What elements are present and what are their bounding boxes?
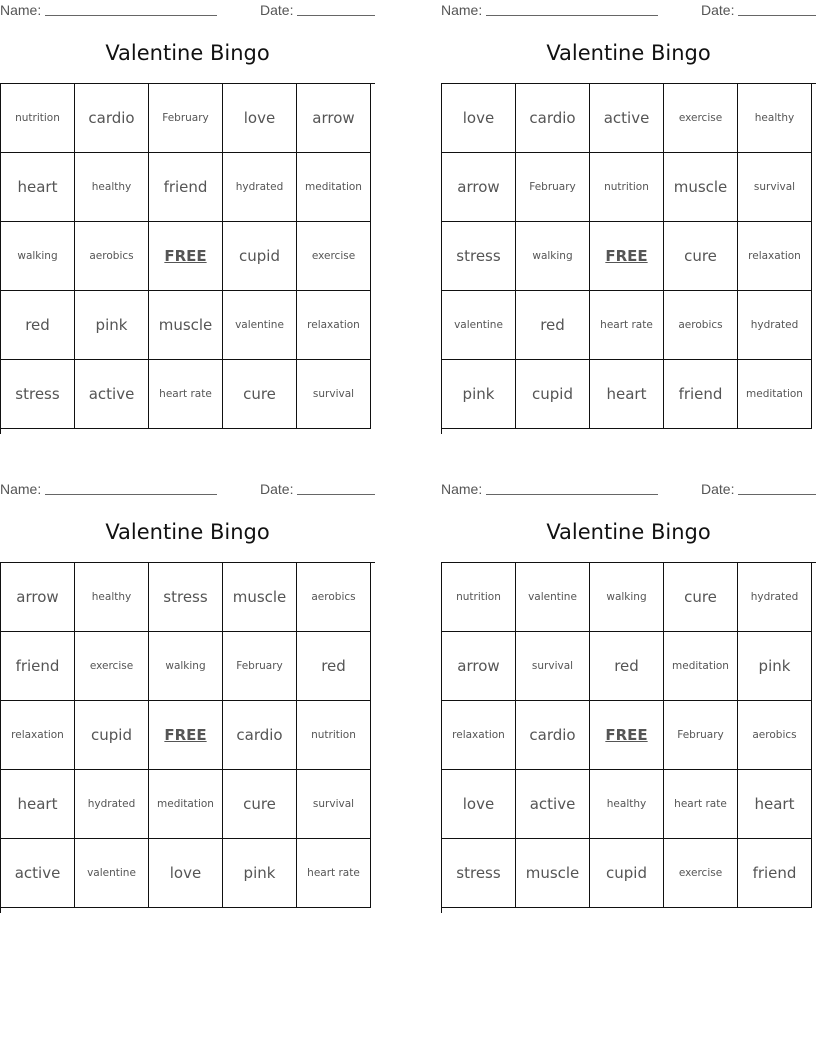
bingo-cell[interactable]: aerobics [75, 222, 149, 291]
bingo-card-2 [441, 0, 816, 440]
bingo-cell[interactable]: walking [1, 222, 75, 291]
bingo-cell[interactable]: stress [442, 839, 516, 908]
bingo-cell[interactable]: exercise [664, 839, 738, 908]
date-line[interactable] [297, 494, 375, 495]
date-line[interactable] [738, 15, 816, 16]
bingo-cell[interactable]: nutrition [442, 563, 516, 632]
bingo-grid [441, 83, 816, 434]
bingo-cell[interactable]: aerobics [738, 701, 812, 770]
bingo-cell[interactable]: walking [149, 632, 223, 701]
bingo-cell[interactable]: nutrition [1, 84, 75, 153]
bingo-card-3 [0, 479, 375, 919]
bingo-cell[interactable]: cure [223, 770, 297, 839]
bingo-cell[interactable]: friend [738, 839, 812, 908]
name-date-header [0, 481, 375, 499]
bingo-cell[interactable]: cure [664, 222, 738, 291]
bingo-cell[interactable]: meditation [297, 153, 371, 222]
bingo-cell[interactable]: heart [738, 770, 812, 839]
name-label: Name: [0, 481, 42, 497]
bingo-cell[interactable]: meditation [738, 360, 812, 429]
bingo-cell[interactable]: meditation [149, 770, 223, 839]
bingo-cell[interactable]: cupid [223, 222, 297, 291]
name-label: Name: [441, 2, 483, 18]
bingo-grid [0, 83, 375, 434]
bingo-cell[interactable]: pink [223, 839, 297, 908]
bingo-cell[interactable]: healthy [590, 770, 664, 839]
bingo-cell[interactable]: heart rate [590, 291, 664, 360]
bingo-cell[interactable]: red [590, 632, 664, 701]
bingo-cell[interactable]: relaxation [738, 222, 812, 291]
bingo-cell[interactable]: aerobics [297, 563, 371, 632]
free-space[interactable]: FREE [149, 701, 223, 770]
bingo-cell[interactable]: meditation [664, 632, 738, 701]
bingo-cell[interactable]: red [516, 291, 590, 360]
name-date-header [441, 2, 816, 20]
bingo-cell[interactable]: relaxation [297, 291, 371, 360]
bingo-card-4 [441, 479, 816, 919]
bingo-cell[interactable]: stress [149, 563, 223, 632]
name-label: Name: [441, 481, 483, 497]
bingo-cell[interactable]: healthy [75, 153, 149, 222]
bingo-cell[interactable]: hydrated [738, 291, 812, 360]
name-line[interactable] [486, 494, 658, 495]
bingo-cell[interactable]: love [442, 770, 516, 839]
date-label: Date: [260, 2, 294, 18]
bingo-cell[interactable]: hydrated [738, 563, 812, 632]
bingo-cell[interactable]: aerobics [664, 291, 738, 360]
free-space[interactable]: FREE [590, 222, 664, 291]
name-date-header [0, 2, 375, 20]
bingo-card-1 [0, 0, 375, 440]
bingo-cell[interactable]: exercise [75, 632, 149, 701]
bingo-cell[interactable]: survival [297, 770, 371, 839]
bingo-cell[interactable]: muscle [516, 839, 590, 908]
date-label: Date: [701, 2, 735, 18]
bingo-cell[interactable]: February [664, 701, 738, 770]
bingo-cell[interactable]: heart [590, 360, 664, 429]
bingo-cell[interactable]: love [442, 84, 516, 153]
bingo-cell[interactable]: walking [516, 222, 590, 291]
bingo-cell[interactable]: nutrition [297, 701, 371, 770]
card-title: Valentine Bingo [546, 520, 711, 544]
bingo-cell[interactable]: stress [1, 360, 75, 429]
date-label: Date: [260, 481, 294, 497]
bingo-cell[interactable]: muscle [223, 563, 297, 632]
bingo-cell[interactable]: cardio [223, 701, 297, 770]
bingo-cell[interactable]: arrow [442, 153, 516, 222]
name-line[interactable] [486, 15, 658, 16]
bingo-cell[interactable]: nutrition [590, 153, 664, 222]
name-date-header [441, 481, 816, 499]
bingo-cell[interactable]: healthy [738, 84, 812, 153]
bingo-cell[interactable]: heart rate [149, 360, 223, 429]
bingo-cell[interactable]: cardio [75, 84, 149, 153]
bingo-cell[interactable]: muscle [149, 291, 223, 360]
bingo-grid [441, 562, 816, 913]
bingo-cell[interactable]: healthy [75, 563, 149, 632]
bingo-cell[interactable]: heart rate [664, 770, 738, 839]
bingo-cell[interactable]: valentine [516, 563, 590, 632]
date-line[interactable] [738, 494, 816, 495]
card-title: Valentine Bingo [105, 41, 270, 65]
bingo-cell[interactable]: February [223, 632, 297, 701]
bingo-cell[interactable]: love [149, 839, 223, 908]
bingo-cell[interactable]: cupid [516, 360, 590, 429]
bingo-cell[interactable]: active [516, 770, 590, 839]
bingo-cell[interactable]: survival [738, 153, 812, 222]
card-title: Valentine Bingo [546, 41, 711, 65]
bingo-cell[interactable]: hydrated [75, 770, 149, 839]
bingo-cell[interactable]: friend [149, 153, 223, 222]
bingo-cell[interactable]: valentine [223, 291, 297, 360]
bingo-cell[interactable]: pink [75, 291, 149, 360]
bingo-cell[interactable]: active [75, 360, 149, 429]
card-title: Valentine Bingo [105, 520, 270, 544]
bingo-cell[interactable]: pink [738, 632, 812, 701]
bingo-cell[interactable]: cardio [516, 701, 590, 770]
bingo-cell[interactable]: cure [223, 360, 297, 429]
bingo-cell[interactable]: cardio [516, 84, 590, 153]
bingo-cell[interactable]: valentine [75, 839, 149, 908]
free-space[interactable]: FREE [590, 701, 664, 770]
bingo-cell[interactable]: walking [590, 563, 664, 632]
date-label: Date: [701, 481, 735, 497]
bingo-cell[interactable]: relaxation [442, 701, 516, 770]
bingo-cell[interactable]: heart rate [297, 839, 371, 908]
bingo-cell[interactable]: red [1, 291, 75, 360]
bingo-cell[interactable]: pink [442, 360, 516, 429]
bingo-cell[interactable]: muscle [664, 153, 738, 222]
bingo-cell[interactable]: arrow [442, 632, 516, 701]
bingo-cell[interactable]: exercise [297, 222, 371, 291]
free-space[interactable]: FREE [149, 222, 223, 291]
bingo-grid [0, 562, 375, 913]
name-line[interactable] [45, 494, 217, 495]
bingo-cell[interactable]: survival [297, 360, 371, 429]
date-line[interactable] [297, 15, 375, 16]
bingo-cell[interactable]: love [223, 84, 297, 153]
bingo-cell[interactable]: cure [664, 563, 738, 632]
bingo-cell[interactable]: friend [664, 360, 738, 429]
bingo-cell[interactable]: February [149, 84, 223, 153]
name-line[interactable] [45, 15, 217, 16]
bingo-cell[interactable]: active [1, 839, 75, 908]
bingo-cell[interactable]: heart [1, 153, 75, 222]
bingo-cell[interactable]: active [590, 84, 664, 153]
bingo-cell[interactable]: exercise [664, 84, 738, 153]
bingo-cell[interactable]: red [297, 632, 371, 701]
bingo-cell[interactable]: relaxation [1, 701, 75, 770]
bingo-cell[interactable]: heart [1, 770, 75, 839]
bingo-cell[interactable]: hydrated [223, 153, 297, 222]
bingo-cell[interactable]: arrow [1, 563, 75, 632]
bingo-cell[interactable]: valentine [442, 291, 516, 360]
bingo-cell[interactable]: friend [1, 632, 75, 701]
bingo-cell[interactable]: stress [442, 222, 516, 291]
bingo-cell[interactable]: cupid [590, 839, 664, 908]
bingo-cell[interactable]: cupid [75, 701, 149, 770]
bingo-cell[interactable]: arrow [297, 84, 371, 153]
bingo-cell[interactable]: survival [516, 632, 590, 701]
bingo-cell[interactable]: February [516, 153, 590, 222]
name-label: Name: [0, 2, 42, 18]
